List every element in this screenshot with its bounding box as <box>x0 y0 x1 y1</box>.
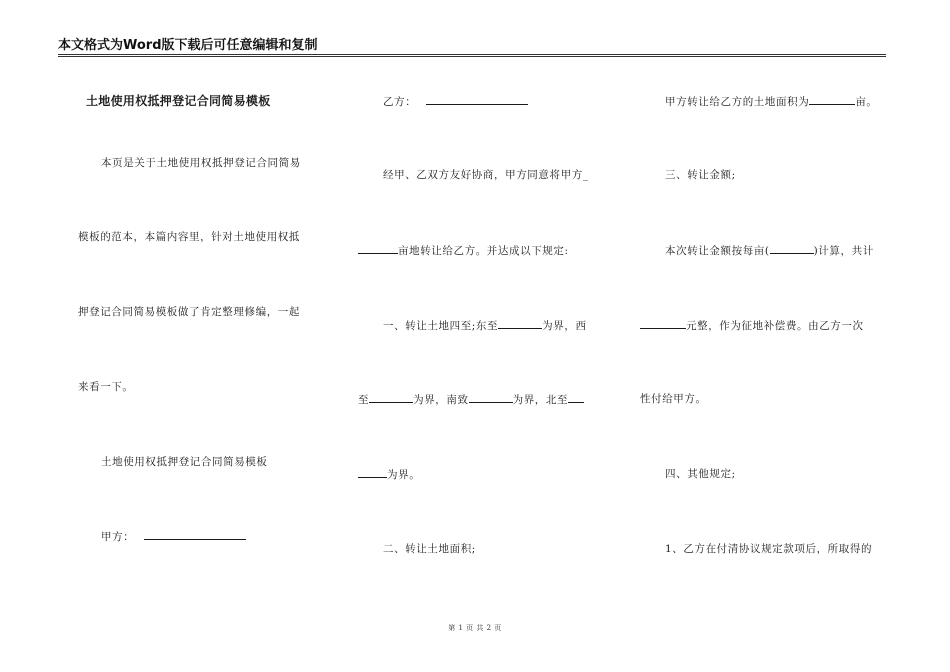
price-line2-text: 元整，作为征地补偿费。由乙方一次 <box>686 320 864 332</box>
party-b-blank <box>426 94 528 105</box>
item1-line-3 <box>358 467 420 482</box>
price-per-mu-blank <box>770 243 814 254</box>
item4-heading: 四、其他规定; <box>665 468 736 480</box>
intro-line-1: 本页是关于土地使用权抵押登记合同简易 <box>101 157 301 169</box>
north-boundary-blank-cont <box>358 467 387 478</box>
intro-line-4: 来看一下。 <box>78 381 134 393</box>
item1-line-1 <box>383 318 587 333</box>
area-line-end: 亩。 <box>855 96 878 108</box>
intro-line-3: 押登记合同简易模板做了肯定整理修编，一起 <box>78 306 300 318</box>
party-b-line <box>383 94 528 109</box>
agreement-line-1: 经甲、乙双方友好协商，甲方同意将甲方_ <box>383 169 589 181</box>
template-subtitle: 土地使用权抵押登记合同简易模板 <box>101 456 268 468</box>
header-text: 本文格式为Word版下载后可任意编辑和复制 <box>58 38 318 53</box>
item1-line-2 <box>358 392 584 407</box>
item3-heading: 三、转让金额; <box>665 169 736 181</box>
south-boundary-blank <box>469 392 513 403</box>
price-line-1 <box>665 243 874 258</box>
party-a-line <box>101 529 246 544</box>
intro-line-2: 模板的范本，本篇内容里，针对土地使用权抵 <box>78 231 300 243</box>
agreement-line-2-text: 亩地转让给乙方。并达成以下规定: <box>398 245 569 257</box>
north-boundary-blank <box>568 392 584 403</box>
page-number: 第 1 页 共 2 页 <box>448 624 502 632</box>
document-title: 土地使用权抵押登记合同简易模板 <box>86 94 271 108</box>
area-line <box>665 94 878 109</box>
header-divider <box>58 56 886 57</box>
item1-line2-mid2: 为界，北至 <box>512 394 569 406</box>
west-boundary-blank <box>369 392 413 403</box>
document-header <box>58 34 886 55</box>
area-line-start: 甲方转让给乙方的土地面积为 <box>665 96 810 108</box>
acreage-blank <box>358 243 398 254</box>
item1-line2-mid1: 为界，南致 <box>413 394 469 406</box>
item1-line2-start: 至 <box>358 394 370 406</box>
party-b-label: 乙方： <box>383 96 417 108</box>
area-blank <box>809 94 855 105</box>
price-line-2 <box>640 318 864 333</box>
item1-line3-end: 为界。 <box>387 469 421 481</box>
total-amount-blank <box>640 318 686 329</box>
item1-mid-text: 为界，西 <box>542 320 587 332</box>
item1-heading: 一、转让土地四至;东至 <box>383 320 499 332</box>
price-line-end: )计算，共计 <box>813 245 874 257</box>
price-line-3: 性付给甲方。 <box>640 393 707 405</box>
party-a-label: 甲方： <box>101 531 135 543</box>
east-boundary-blank <box>498 318 542 329</box>
item4-sub1: 1、乙方在付清协议规定款项后，所取得的 <box>665 543 873 555</box>
party-a-blank <box>144 529 246 540</box>
agreement-line-2 <box>358 243 569 258</box>
item2-heading: 二、转让土地面积; <box>383 543 476 555</box>
price-line-start: 本次转让金额按每亩( <box>665 245 770 257</box>
